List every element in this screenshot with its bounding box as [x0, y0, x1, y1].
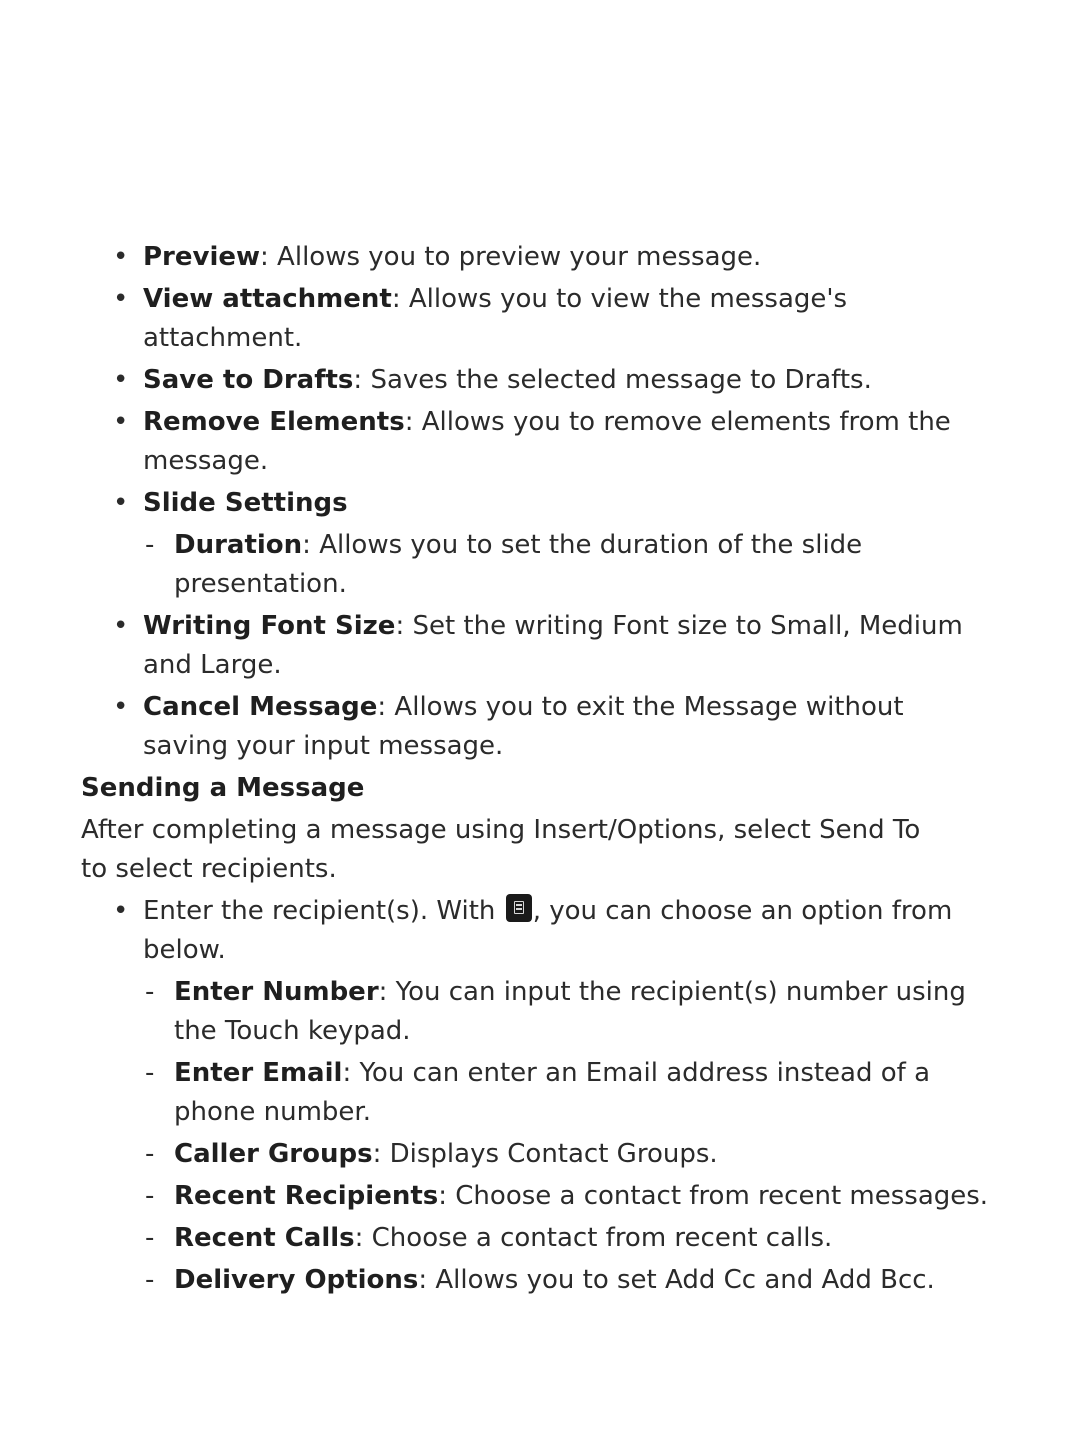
list-item-preview — [0, 238, 1080, 277]
option-description: : Choose a contact from recent messages. — [438, 1181, 989, 1211]
menu-key-icon — [506, 894, 532, 922]
option-term: Recent Recipients — [174, 1181, 439, 1211]
option-term: Save to Drafts — [143, 365, 354, 395]
list-item-enter-recipients — [0, 892, 1080, 970]
bullet-marker: • — [113, 488, 129, 518]
recipient-text-after: , you can choose an option from below. — [143, 896, 953, 965]
bullet-marker: • — [113, 692, 129, 722]
option-term: Enter Email — [174, 1058, 343, 1088]
list-item-view-attachment — [0, 280, 1080, 358]
option-term: Remove Elements — [143, 407, 405, 437]
dash-marker: - — [145, 1058, 155, 1088]
bullet-marker: • — [113, 284, 129, 314]
sub-item-caller-groups — [0, 1135, 1080, 1174]
sub-item-recent-recipients — [0, 1177, 1080, 1216]
bullet-marker: • — [113, 407, 129, 437]
list-item-writing-font-size — [0, 607, 1080, 685]
bullet-marker: • — [113, 896, 129, 926]
option-description: : Allows you to view the message's attachment. — [143, 284, 848, 353]
option-description: : You can enter an Email address instead of a phone number. — [174, 1058, 931, 1127]
recipient-text-before: Enter the recipient(s). With — [143, 896, 504, 926]
list-item-save-to-drafts — [0, 361, 1080, 400]
option-description: : Allows you to set Add Cc and Add Bcc. — [418, 1265, 935, 1295]
sub-item-delivery-options — [0, 1261, 1080, 1300]
option-term: Recent Calls — [174, 1223, 355, 1253]
option-term: Writing Font Size — [143, 611, 396, 641]
option-term: Enter Number — [174, 977, 379, 1007]
option-term: Cancel Message — [143, 692, 378, 722]
bullet-marker: • — [113, 611, 129, 641]
option-description: : You can input the recipient(s) number using the Touch keypad. — [174, 977, 966, 1046]
dash-marker: - — [145, 977, 155, 1007]
option-term: Delivery Options — [174, 1265, 419, 1295]
option-description: : Set the writing Font size to Small, Medium and Large. — [143, 611, 963, 680]
option-description: : Allows you to exit the Message without saving your input message. — [143, 692, 904, 761]
dash-marker: - — [145, 1139, 155, 1169]
dash-marker: - — [145, 530, 155, 560]
sub-item-recent-calls — [0, 1219, 1080, 1258]
bullet-marker: • — [113, 365, 129, 395]
option-description: : Displays Contact Groups. — [372, 1139, 718, 1169]
section-intro-paragraph: After completing a message using Insert/Options, select Send To to select recipients. — [81, 815, 921, 884]
sub-item-enter-number — [0, 973, 1080, 1051]
option-description: : Saves the selected message to Drafts. — [353, 365, 872, 395]
option-term: Caller Groups — [174, 1139, 373, 1169]
dash-marker: - — [145, 1265, 155, 1295]
sub-item-duration — [0, 526, 1080, 604]
dash-marker: - — [145, 1223, 155, 1253]
list-item-slide-settings — [0, 484, 1080, 523]
option-term: Preview — [143, 242, 261, 272]
section-heading: Sending a Message — [81, 773, 365, 803]
option-term: View attachment — [143, 284, 392, 314]
bullet-marker: • — [113, 242, 129, 272]
list-item-cancel-message — [0, 688, 1080, 766]
option-description: : Allows you to remove elements from the message. — [143, 407, 951, 476]
list-item-remove-elements — [0, 403, 1080, 481]
dash-marker: - — [145, 1181, 155, 1211]
option-description: : Allows you to set the duration of the slide presentation. — [174, 530, 863, 599]
manual-page-content — [0, 238, 1080, 1303]
sub-item-enter-email — [0, 1054, 1080, 1132]
option-term: Slide Settings — [143, 488, 348, 518]
option-description: : Choose a contact from recent calls. — [354, 1223, 833, 1253]
option-description: : Allows you to preview your message. — [260, 242, 762, 272]
option-term: Duration — [174, 530, 303, 560]
